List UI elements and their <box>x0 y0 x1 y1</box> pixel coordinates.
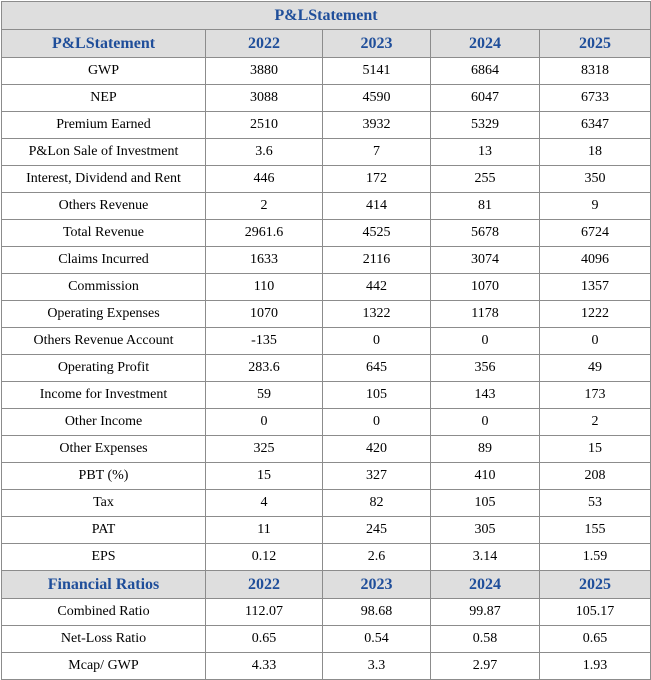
value-cell: 4.33 <box>206 653 323 680</box>
ratios-header-row <box>2 571 651 599</box>
table-row <box>2 409 651 436</box>
value-cell: 98.68 <box>323 599 431 626</box>
value-cell: 3.3 <box>323 653 431 680</box>
year-header: 2022 <box>206 571 323 599</box>
value-cell: -135 <box>206 328 323 355</box>
value-cell: 18 <box>540 139 651 166</box>
title-row <box>2 2 651 30</box>
table-row <box>2 274 651 301</box>
table-row <box>2 58 651 85</box>
value-cell: 5141 <box>323 58 431 85</box>
value-cell: 15 <box>206 463 323 490</box>
table-row <box>2 247 651 274</box>
table-row <box>2 382 651 409</box>
value-cell: 3932 <box>323 112 431 139</box>
value-cell: 82 <box>323 490 431 517</box>
value-cell: 6347 <box>540 112 651 139</box>
row-label: Net-Loss Ratio <box>2 626 206 653</box>
value-cell: 0 <box>431 328 540 355</box>
value-cell: 2 <box>540 409 651 436</box>
value-cell: 1222 <box>540 301 651 328</box>
value-cell: 5678 <box>431 220 540 247</box>
value-cell: 4 <box>206 490 323 517</box>
row-label: Income for Investment <box>2 382 206 409</box>
value-cell: 143 <box>431 382 540 409</box>
table-row <box>2 85 651 112</box>
value-cell: 0 <box>206 409 323 436</box>
value-cell: 356 <box>431 355 540 382</box>
row-label: GWP <box>2 58 206 85</box>
value-cell: 442 <box>323 274 431 301</box>
value-cell: 89 <box>431 436 540 463</box>
financial-table <box>1 1 651 680</box>
value-cell: 105.17 <box>540 599 651 626</box>
row-label: Other Expenses <box>2 436 206 463</box>
year-header: 2023 <box>323 30 431 58</box>
value-cell: 645 <box>323 355 431 382</box>
row-label: Other Income <box>2 409 206 436</box>
value-cell: 3880 <box>206 58 323 85</box>
value-cell: 0 <box>323 328 431 355</box>
value-cell: 208 <box>540 463 651 490</box>
value-cell: 4590 <box>323 85 431 112</box>
value-cell: 3088 <box>206 85 323 112</box>
row-label: Operating Expenses <box>2 301 206 328</box>
table-row <box>2 355 651 382</box>
value-cell: 414 <box>323 193 431 220</box>
table-row <box>2 139 651 166</box>
ratios-section-label: Financial Ratios <box>2 571 206 599</box>
value-cell: 3.6 <box>206 139 323 166</box>
value-cell: 59 <box>206 382 323 409</box>
value-cell: 53 <box>540 490 651 517</box>
value-cell: 1322 <box>323 301 431 328</box>
value-cell: 99.87 <box>431 599 540 626</box>
value-cell: 1070 <box>206 301 323 328</box>
value-cell: 2510 <box>206 112 323 139</box>
value-cell: 0 <box>540 328 651 355</box>
value-cell: 255 <box>431 166 540 193</box>
value-cell: 7 <box>323 139 431 166</box>
value-cell: 3074 <box>431 247 540 274</box>
year-header: 2022 <box>206 30 323 58</box>
table-row <box>2 517 651 544</box>
year-header: 2025 <box>540 30 651 58</box>
value-cell: 446 <box>206 166 323 193</box>
value-cell: 6733 <box>540 85 651 112</box>
table-row <box>2 544 651 571</box>
table-row <box>2 301 651 328</box>
value-cell: 5329 <box>431 112 540 139</box>
table-row <box>2 220 651 247</box>
table-row <box>2 463 651 490</box>
row-label: Claims Incurred <box>2 247 206 274</box>
value-cell: 325 <box>206 436 323 463</box>
value-cell: 283.6 <box>206 355 323 382</box>
value-cell: 6724 <box>540 220 651 247</box>
year-header: 2023 <box>323 571 431 599</box>
table-row <box>2 436 651 463</box>
value-cell: 410 <box>431 463 540 490</box>
row-label: Operating Profit <box>2 355 206 382</box>
row-label: Others Revenue Account <box>2 328 206 355</box>
value-cell: 305 <box>431 517 540 544</box>
value-cell: 1357 <box>540 274 651 301</box>
value-cell: 2.97 <box>431 653 540 680</box>
value-cell: 105 <box>431 490 540 517</box>
table-row <box>2 112 651 139</box>
value-cell: 245 <box>323 517 431 544</box>
table-row <box>2 490 651 517</box>
value-cell: 8318 <box>540 58 651 85</box>
value-cell: 4525 <box>323 220 431 247</box>
value-cell: 1.93 <box>540 653 651 680</box>
year-header: 2024 <box>431 571 540 599</box>
value-cell: 2116 <box>323 247 431 274</box>
table-row <box>2 626 651 653</box>
value-cell: 2 <box>206 193 323 220</box>
pl-header-row <box>2 30 651 58</box>
table-row <box>2 166 651 193</box>
year-header: 2024 <box>431 30 540 58</box>
value-cell: 1070 <box>431 274 540 301</box>
value-cell: 0.65 <box>206 626 323 653</box>
value-cell: 420 <box>323 436 431 463</box>
row-label: PBT (%) <box>2 463 206 490</box>
value-cell: 112.07 <box>206 599 323 626</box>
row-label: Mcap/ GWP <box>2 653 206 680</box>
value-cell: 9 <box>540 193 651 220</box>
value-cell: 110 <box>206 274 323 301</box>
value-cell: 155 <box>540 517 651 544</box>
row-label: Total Revenue <box>2 220 206 247</box>
row-label: Commission <box>2 274 206 301</box>
pl-section-label: P&LStatement <box>2 30 206 58</box>
row-label: Tax <box>2 490 206 517</box>
table-row <box>2 653 651 680</box>
year-header: 2025 <box>540 571 651 599</box>
value-cell: 105 <box>323 382 431 409</box>
table-title: P&LStatement <box>2 2 651 30</box>
row-label: EPS <box>2 544 206 571</box>
value-cell: 81 <box>431 193 540 220</box>
row-label: PAT <box>2 517 206 544</box>
value-cell: 15 <box>540 436 651 463</box>
value-cell: 0.65 <box>540 626 651 653</box>
value-cell: 13 <box>431 139 540 166</box>
value-cell: 0.12 <box>206 544 323 571</box>
row-label: P&Lon Sale of Investment <box>2 139 206 166</box>
value-cell: 3.14 <box>431 544 540 571</box>
table-row <box>2 193 651 220</box>
table-row <box>2 328 651 355</box>
row-label: Interest, Dividend and Rent <box>2 166 206 193</box>
value-cell: 0.54 <box>323 626 431 653</box>
value-cell: 0.58 <box>431 626 540 653</box>
table-row <box>2 599 651 626</box>
table-body <box>2 2 651 680</box>
value-cell: 2.6 <box>323 544 431 571</box>
value-cell: 1178 <box>431 301 540 328</box>
value-cell: 0 <box>431 409 540 436</box>
row-label: Premium Earned <box>2 112 206 139</box>
value-cell: 1633 <box>206 247 323 274</box>
value-cell: 173 <box>540 382 651 409</box>
value-cell: 6047 <box>431 85 540 112</box>
value-cell: 11 <box>206 517 323 544</box>
row-label: NEP <box>2 85 206 112</box>
value-cell: 1.59 <box>540 544 651 571</box>
value-cell: 2961.6 <box>206 220 323 247</box>
value-cell: 327 <box>323 463 431 490</box>
value-cell: 49 <box>540 355 651 382</box>
row-label: Combined Ratio <box>2 599 206 626</box>
value-cell: 350 <box>540 166 651 193</box>
value-cell: 6864 <box>431 58 540 85</box>
value-cell: 172 <box>323 166 431 193</box>
row-label: Others Revenue <box>2 193 206 220</box>
value-cell: 4096 <box>540 247 651 274</box>
value-cell: 0 <box>323 409 431 436</box>
